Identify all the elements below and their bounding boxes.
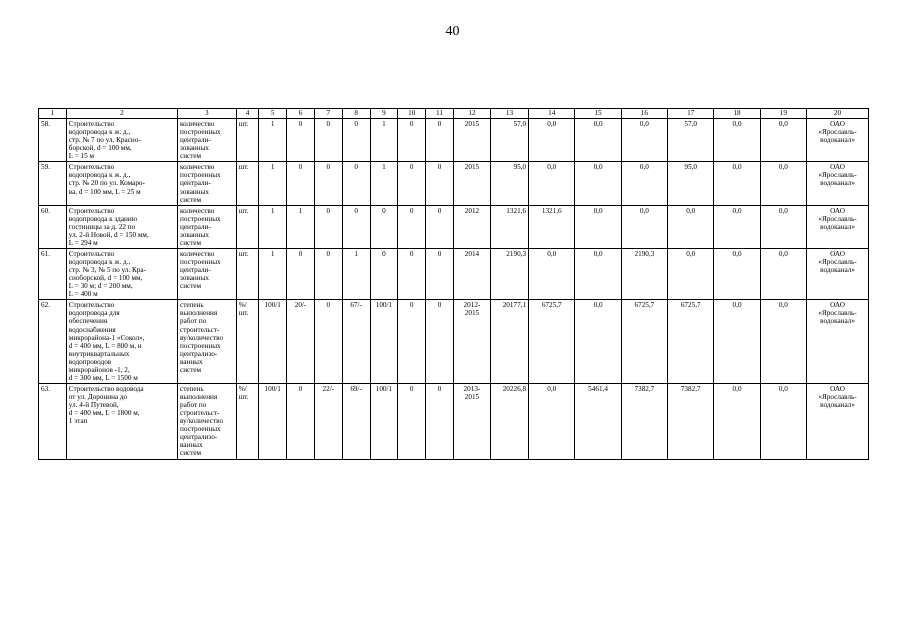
cell-col8: 0 bbox=[342, 162, 370, 205]
table-row bbox=[39, 248, 869, 299]
total-cell: 95,0 bbox=[490, 162, 528, 205]
cell-col10: 0 bbox=[398, 119, 426, 162]
column-header: 14 bbox=[529, 109, 575, 119]
column-header: 4 bbox=[236, 109, 259, 119]
cell-col17: 57,0 bbox=[668, 119, 714, 162]
cell-col10: 0 bbox=[398, 383, 426, 459]
table-row bbox=[39, 162, 869, 205]
cell-col18: 0,0 bbox=[714, 300, 760, 384]
header-row bbox=[39, 109, 869, 119]
cell-col15: 0,0 bbox=[575, 248, 621, 299]
page-number: 40 bbox=[445, 24, 460, 39]
unit: шт. bbox=[236, 119, 259, 162]
cell-col6: 1 bbox=[287, 205, 315, 248]
executor: ОАО «Ярославль- водоканал» bbox=[807, 205, 869, 248]
column-header: 9 bbox=[370, 109, 398, 119]
executor: ОАО «Ярославль- водоканал» bbox=[807, 248, 869, 299]
column-header: 8 bbox=[342, 109, 370, 119]
cell-col19: 0,0 bbox=[760, 300, 806, 384]
cell-col16: 0,0 bbox=[621, 162, 667, 205]
year-cell: 2012 bbox=[453, 205, 490, 248]
cell-col8: 1 bbox=[342, 248, 370, 299]
program-table bbox=[38, 108, 869, 460]
cell-col5: 1 bbox=[259, 205, 287, 248]
column-header: 1 bbox=[39, 109, 67, 119]
cell-col5: 1 bbox=[259, 119, 287, 162]
column-header: 11 bbox=[426, 109, 454, 119]
indicator: количество построенных централи- зованных систем bbox=[178, 248, 237, 299]
column-header: 19 bbox=[760, 109, 806, 119]
unit: шт. bbox=[236, 205, 259, 248]
cell-col14: 6725,7 bbox=[529, 300, 575, 384]
year-cell: 2013- 2015 bbox=[453, 383, 490, 459]
column-header: 18 bbox=[714, 109, 760, 119]
cell-col9: 100/1 bbox=[370, 300, 398, 384]
indicator: степень выполнения работ по строительст- ву/количество построенных централизо- ванных систем bbox=[178, 300, 237, 384]
cell-col7: 22/- bbox=[314, 383, 342, 459]
total-cell: 57,0 bbox=[490, 119, 528, 162]
cell-col14: 1321,6 bbox=[529, 205, 575, 248]
unit: шт. bbox=[236, 248, 259, 299]
cell-col11: 0 bbox=[426, 300, 454, 384]
cell-col8: 69/- bbox=[342, 383, 370, 459]
cell-col15: 0,0 bbox=[575, 205, 621, 248]
column-header: 17 bbox=[668, 109, 714, 119]
cell-col15: 0,0 bbox=[575, 119, 621, 162]
year-cell: 2012- 2015 bbox=[453, 300, 490, 384]
indicator: количество построенных централи- зованных систем bbox=[178, 162, 237, 205]
column-header: 16 bbox=[621, 109, 667, 119]
column-header: 12 bbox=[453, 109, 490, 119]
cell-col14: 0,0 bbox=[529, 383, 575, 459]
cell-col19: 0,0 bbox=[760, 162, 806, 205]
unit: шт. bbox=[236, 162, 259, 205]
project-name: Строительство водопровода к ж. д., стр. № 7 по ул. Красно- борской, d = 100 мм, L = 15 м bbox=[66, 119, 177, 162]
cell-col10: 0 bbox=[398, 162, 426, 205]
project-name: Строительство водопровода для обеспечения водоснабжения микрорайона-1 «Сокол», d = 400 мм, L = 800 м, и внутриквартальных водопроводов микрорайонов -1, 2, d = 300 мм, L = 1500 м bbox=[66, 300, 177, 384]
cell-col11: 0 bbox=[426, 248, 454, 299]
column-header: 7 bbox=[314, 109, 342, 119]
cell-col17: 0,0 bbox=[668, 248, 714, 299]
cell-col18: 0,0 bbox=[714, 205, 760, 248]
cell-col18: 0,0 bbox=[714, 248, 760, 299]
cell-col11: 0 bbox=[426, 205, 454, 248]
cell-col7: 0 bbox=[314, 119, 342, 162]
cell-col9: 100/1 bbox=[370, 383, 398, 459]
row-number: 60. bbox=[39, 205, 67, 248]
indicator: количество построенных централи- зованных систем bbox=[178, 205, 237, 248]
cell-col5: 100/1 bbox=[259, 300, 287, 384]
cell-col10: 0 bbox=[398, 300, 426, 384]
cell-col8: 0 bbox=[342, 119, 370, 162]
total-cell: 1321,6 bbox=[490, 205, 528, 248]
cell-col5: 1 bbox=[259, 248, 287, 299]
total-cell: 20177,1 bbox=[490, 300, 528, 384]
column-header: 3 bbox=[178, 109, 237, 119]
executor: ОАО «Ярославль- водоканал» bbox=[807, 383, 869, 459]
executor: ОАО «Ярославль- водоканал» bbox=[807, 119, 869, 162]
project-name: Строительство водопровода к ж. д., стр. № 3, № 5 по ул. Кра- сноборской, d = 100 мм, L = 30 м; d = 200 мм, L = 400 м bbox=[66, 248, 177, 299]
cell-col9: 1 bbox=[370, 119, 398, 162]
cell-col18: 0,0 bbox=[714, 383, 760, 459]
cell-col9: 1 bbox=[370, 162, 398, 205]
cell-col14: 0,0 bbox=[529, 248, 575, 299]
cell-col8: 0 bbox=[342, 205, 370, 248]
column-header: 2 bbox=[66, 109, 177, 119]
cell-col17: 6725,7 bbox=[668, 300, 714, 384]
project-name: Строительство водопровода к ж. д., стр. № 20 по ул. Комаро- ва, d = 100 мм, L = 25 м bbox=[66, 162, 177, 205]
cell-col7: 0 bbox=[314, 205, 342, 248]
total-cell: 20226,8 bbox=[490, 383, 528, 459]
project-name: Строительство водопровода к зданию гостиницы за д. 22 по ул. 2-й Новой, d = 150 мм, L = 294 м bbox=[66, 205, 177, 248]
cell-col17: 0,0 bbox=[668, 205, 714, 248]
cell-col10: 0 bbox=[398, 248, 426, 299]
cell-col10: 0 bbox=[398, 205, 426, 248]
cell-col6: 0 bbox=[287, 162, 315, 205]
cell-col6: 20/- bbox=[287, 300, 315, 384]
cell-col7: 0 bbox=[314, 162, 342, 205]
column-header: 20 bbox=[807, 109, 869, 119]
cell-col15: 0,0 bbox=[575, 162, 621, 205]
executor: ОАО «Ярославль- водоканал» bbox=[807, 162, 869, 205]
indicator: количество построенных централи- зованных систем bbox=[178, 119, 237, 162]
cell-col16: 0,0 bbox=[621, 119, 667, 162]
row-number: 59. bbox=[39, 162, 67, 205]
cell-col7: 0 bbox=[314, 248, 342, 299]
total-cell: 2190,3 bbox=[490, 248, 528, 299]
indicator: степень выполнения работ по строительст- ву/количество построенных централизо- ванных систем bbox=[178, 383, 237, 459]
cell-col15: 5461,4 bbox=[575, 383, 621, 459]
cell-col5: 100/1 bbox=[259, 383, 287, 459]
year-cell: 2015 bbox=[453, 119, 490, 162]
cell-col11: 0 bbox=[426, 119, 454, 162]
cell-col11: 0 bbox=[426, 383, 454, 459]
cell-col16: 2190,3 bbox=[621, 248, 667, 299]
project-name: Строительство водовода от ул. Доронина до ул. 4-й Путевой, d = 400 мм, L = 1800 м, 1 этап bbox=[66, 383, 177, 459]
cell-col11: 0 bbox=[426, 162, 454, 205]
year-cell: 2015 bbox=[453, 162, 490, 205]
cell-col8: 67/- bbox=[342, 300, 370, 384]
cell-col6: 0 bbox=[287, 383, 315, 459]
cell-col16: 7382,7 bbox=[621, 383, 667, 459]
row-number: 58. bbox=[39, 119, 67, 162]
table-row bbox=[39, 205, 869, 248]
column-header: 13 bbox=[490, 109, 528, 119]
column-header: 5 bbox=[259, 109, 287, 119]
year-cell: 2014 bbox=[453, 248, 490, 299]
cell-col9: 0 bbox=[370, 205, 398, 248]
cell-col19: 0,0 bbox=[760, 119, 806, 162]
cell-col9: 0 bbox=[370, 248, 398, 299]
table-row bbox=[39, 119, 869, 162]
unit: %/ шт. bbox=[236, 300, 259, 384]
cell-col19: 0,0 bbox=[760, 205, 806, 248]
unit: %/ шт. bbox=[236, 383, 259, 459]
column-header: 10 bbox=[398, 109, 426, 119]
table-row bbox=[39, 300, 869, 384]
cell-col6: 0 bbox=[287, 248, 315, 299]
column-header: 15 bbox=[575, 109, 621, 119]
row-number: 61. bbox=[39, 248, 67, 299]
cell-col5: 1 bbox=[259, 162, 287, 205]
cell-col18: 0,0 bbox=[714, 162, 760, 205]
cell-col16: 6725,7 bbox=[621, 300, 667, 384]
cell-col17: 95,0 bbox=[668, 162, 714, 205]
cell-col19: 0,0 bbox=[760, 383, 806, 459]
cell-col16: 0,0 bbox=[621, 205, 667, 248]
column-header: 6 bbox=[287, 109, 315, 119]
cell-col19: 0,0 bbox=[760, 248, 806, 299]
cell-col14: 0,0 bbox=[529, 162, 575, 205]
cell-col7: 0 bbox=[314, 300, 342, 384]
table-row bbox=[39, 383, 869, 459]
cell-col17: 7382,7 bbox=[668, 383, 714, 459]
cell-col6: 0 bbox=[287, 119, 315, 162]
cell-col18: 0,0 bbox=[714, 119, 760, 162]
row-number: 62. bbox=[39, 300, 67, 384]
cell-col14: 0,0 bbox=[529, 119, 575, 162]
cell-col15: 0,0 bbox=[575, 300, 621, 384]
row-number: 63. bbox=[39, 383, 67, 459]
executor: ОАО «Ярославль- водоканал» bbox=[807, 300, 869, 384]
